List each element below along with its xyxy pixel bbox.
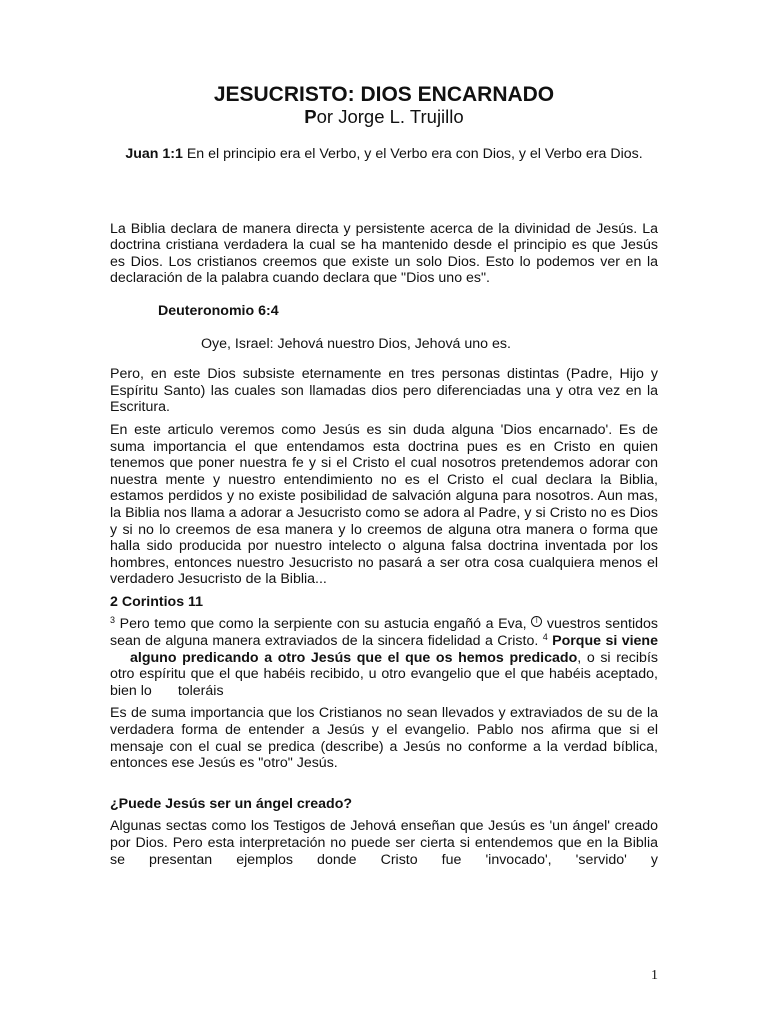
epigraph-text: En el principio era el Verbo, y el Verbo era con Dios, y el Verbo era Dios.: [182, 146, 643, 162]
footnote-marker-icon[interactable]: l: [531, 616, 542, 627]
section-heading-angel: ¿Puede Jesús ser un ángel creado?: [110, 795, 353, 812]
verse-4-bold-a: Porque si viene: [552, 633, 658, 650]
verse-4-bold-b: alguno predicando a otro Jesús que el que os hemos predicado: [130, 649, 578, 666]
paragraph-intro: La Biblia declara de manera directa y persistente acerca de la divinidad de Jesús. La doctrina cristiana verdadera la cual se ha mantenido desde el principio es que Jesús es Dios. Los cristianos creemos que existe un solo Dios. Esto lo podemos ver en la declaración de la palabra cuando declara que "Dios uno es".: [110, 220, 658, 287]
verse-3-text: Pero temo que como la serpiente con su astucia engañó a Eva,: [115, 616, 532, 633]
byline: [110, 106, 658, 128]
scripture-quote: Oye, Israel: Jehová nuestro Dios, Jehová uno es.: [201, 335, 511, 352]
byline-author: or Jorge L. Trujillo: [316, 106, 464, 127]
paragraph-warning: Es de suma importancia que los Cristianos no sean llevados y extraviados de su de la verdadera forma de entender a Jesús y el evangelio. Pablo nos afirma que si el mensaje con el cual se predica (describe) a Jesús no conforme a la verdad bíblica, entonces ese Jesús es "otro" Jesús.: [110, 705, 658, 772]
page-number: 1: [651, 968, 658, 983]
scripture-reference-corinthians: 2 Corintios 11: [110, 593, 204, 610]
verse-number-3: 3: [110, 615, 116, 626]
paragraph-trinity: Pero, en este Dios subsiste eternamente en tres personas distintas (Padre, Hijo y Espíritu Santo) las cuales son llamadas dios pero diferenciadas una y otra vez en la Escritura.: [110, 366, 658, 416]
epigraph-reference: Juan 1:1: [125, 146, 183, 162]
verse-4-end: toleráis: [177, 682, 224, 699]
document-page: [110, 84, 658, 874]
paragraph-verses: [110, 616, 658, 699]
paragraph-angel: Algunas sectas como los Testigos de Jehová enseñan que Jesús es 'un ángel' creado por Dios. Pero esta interpretación no puede ser cierta si entendemos que en la Biblia se presentan ejemplos donde Cristo fue 'invocado', 'servido' y: [110, 818, 658, 868]
epigraph: [110, 146, 658, 163]
paragraph-importance: En este articulo veremos como Jesús es sin duda alguna 'Dios encarnado'. Es de suma importancia el que entendamos esta doctrina pues es en Cristo en quien tenemos que poner nuestra fe y si el Cristo el cual nosotros pretendemos adorar con nuestra mente y nuestro entendimiento no es el Cristo el cual declara la Biblia, estamos perdidos y no existe posibilidad de salvación alguna para nosotros. Aun mas, la Biblia nos llama a adorar a Jesucristo como se adora al Padre, y si Cristo no es Dios y si no lo creemos de esa manera y lo creemos de alguna otra manera o forma que halla sido producida por nuestro intelecto o alguna falsa doctrina inventada por los hombres, entonces nuestro Jesucristo no pasará a ser otra cosa cualquiera menos el verdadero Jesucristo de la Biblia...: [110, 421, 658, 588]
byline-initial: P: [304, 106, 317, 127]
scripture-reference-deuteronomy: Deuteronomio 6:4: [158, 302, 279, 319]
verse-number-4: 4: [542, 632, 548, 643]
document-title: JESUCRISTO: DIOS ENCARNADO: [213, 83, 555, 106]
verse-4-text: , o si recibís otro espíritu que el que habéis recibido, u otro evangelio que el que habéis aceptado, bien lo: [110, 649, 658, 699]
verse-3-rest: vuestros sentidos sean de alguna manera extraviados de la sincera fidelidad a Cristo.: [110, 616, 658, 650]
